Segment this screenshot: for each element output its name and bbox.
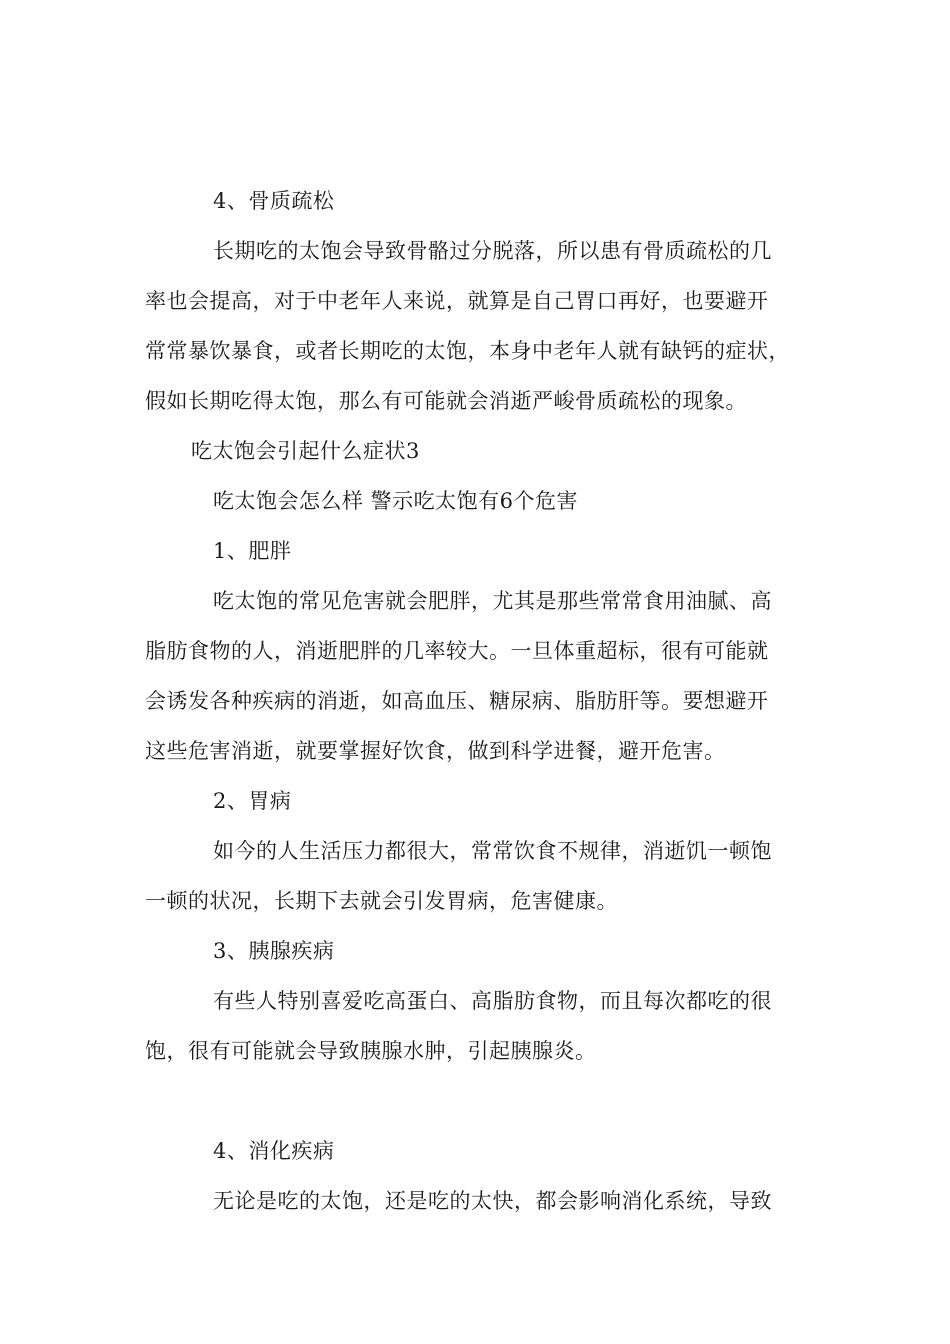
- paragraph-line: 如今的人生活压力都很大，常常饮食不规律，消逝饥一顿饱: [213, 839, 772, 863]
- paragraph-line: 吃太饱的常见危害就会肥胖，尤其是那些常常食用油腻、高: [213, 589, 772, 613]
- heading-stomach-disease: 2、胃病: [213, 789, 292, 813]
- heading-pancreas-disease: 3、胰腺疾病: [213, 939, 335, 963]
- subtitle: 吃太饱会怎么样 警示吃太饱有6个危害: [213, 489, 579, 513]
- paragraph-line: 常常暴饮暴食，或者长期吃的太饱，本身中老年人就有缺钙的症状，: [145, 339, 790, 363]
- heading-obesity: 1、肥胖: [213, 539, 292, 563]
- paragraph-line: 无论是吃的太饱，还是吃的太快，都会影响消化系统，导致: [213, 1189, 772, 1213]
- section-title: 吃太饱会引起什么症状3: [191, 439, 420, 463]
- paragraph-line: 脂肪食物的人，消逝肥胖的几率较大。一旦体重超标，很有可能就: [145, 639, 769, 663]
- paragraph-line: 率也会提高，对于中老年人来说，就算是自己胃口再好，也要避开: [145, 289, 769, 313]
- paragraph-line: 一顿的状况，长期下去就会引发胃病，危害健康。: [145, 889, 618, 913]
- paragraph-line: 会诱发各种疾病的消逝，如高血压、糖尿病、脂肪肝等。要想避开: [145, 689, 769, 713]
- heading-digestive-disease: 4、消化疾病: [213, 1139, 335, 1163]
- paragraph-line: 长期吃的太饱会导致骨骼过分脱落，所以患有骨质疏松的几: [213, 239, 772, 263]
- heading-osteoporosis: 4、骨质疏松: [213, 189, 335, 213]
- paragraph-line: 饱，很有可能就会导致胰腺水肿，引起胰腺炎。: [145, 1039, 597, 1063]
- paragraph-line: 这些危害消逝，就要掌握好饮食，做到科学进餐，避开危害。: [145, 739, 726, 763]
- paragraph-line: 假如长期吃得太饱，那么有可能就会消逝严峻骨质疏松的现象。: [145, 389, 747, 413]
- paragraph-line: 有些人特别喜爱吃高蛋白、高脂肪食物，而且每次都吃的很: [213, 989, 772, 1013]
